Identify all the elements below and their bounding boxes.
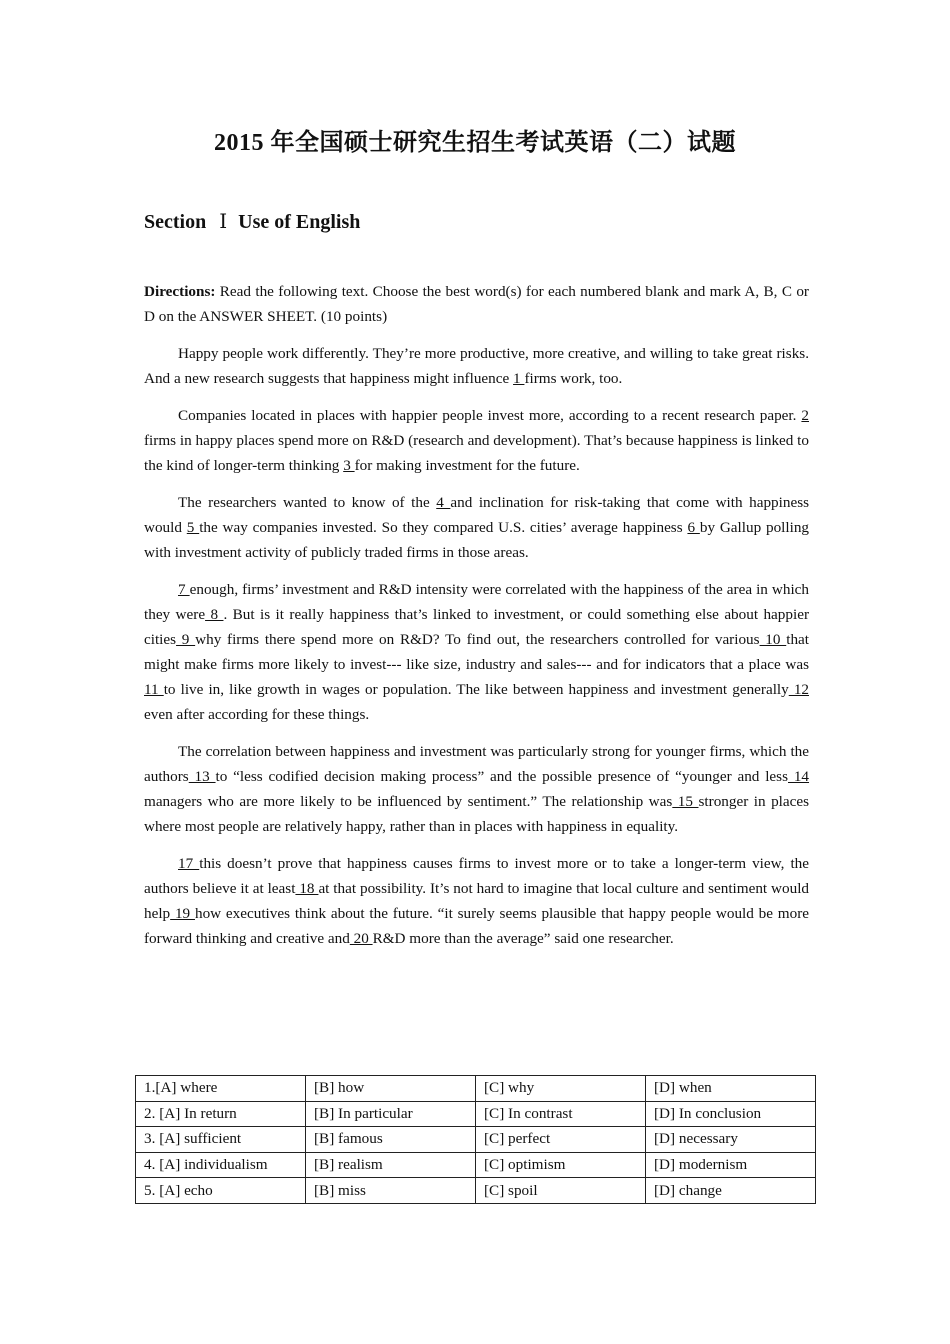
option-cell: [D] modernism <box>646 1152 816 1178</box>
paragraph-text: Happy people work differently. They’re more productive, more creative, and willing to take great risks. And a new research suggests that happiness might influence <box>144 345 809 387</box>
page-title: 2015 年全国硕士研究生招生考试英语（二）试题 <box>214 130 736 156</box>
option-cell: 3. [A] sufficient <box>136 1127 306 1153</box>
numbered-blank: 3 <box>343 457 355 474</box>
options-row <box>136 1178 816 1204</box>
paragraph-text: Companies located in places with happier people invest more, according to a recent research paper. <box>178 407 802 424</box>
numbered-blank: 5 <box>186 519 200 536</box>
numbered-blank: 9 <box>176 631 196 648</box>
option-cell: [B] realism <box>306 1152 476 1178</box>
paragraph-text: that might make firms more likely to invest--- like size, industry and sales--- and for indicators that a place was <box>144 631 810 673</box>
paragraph-text: . But is it really happiness that’s linked to investment, or could something else about happier cities <box>144 606 810 648</box>
directions <box>144 279 809 329</box>
paragraph-text: for making investment for the future. <box>354 457 580 474</box>
option-cell: [D] when <box>646 1076 816 1102</box>
section-numeral: Ⅰ <box>219 211 228 233</box>
option-cell: 2. [A] In return <box>136 1101 306 1127</box>
options-row <box>136 1101 816 1127</box>
paragraph-text: managers who are more likely to be influenced by sentiment.” The relationship was <box>144 793 673 810</box>
paragraph-text: to live in, like growth in wages or population. The like between happiness and investment generally <box>163 681 789 698</box>
paragraph-text: at that possibility. It’s not hard to imagine that local culture and sentiment would help <box>144 880 810 922</box>
numbered-blank: 4 <box>436 494 451 511</box>
option-cell: [C] In contrast <box>476 1101 646 1127</box>
passage-paragraph <box>144 739 809 839</box>
numbered-blank: 17 <box>178 855 200 872</box>
paragraph-text: enough, firms’ investment and R&D intensity were correlated with the happiness of the area in which they were <box>144 581 810 623</box>
option-cell: [B] miss <box>306 1178 476 1204</box>
numbered-blank: 20 <box>349 930 373 947</box>
numbered-blank: 14 <box>788 768 810 785</box>
numbered-blank: 19 <box>170 905 195 922</box>
passage-paragraph <box>144 577 809 727</box>
numbered-blank: 7 <box>178 581 190 598</box>
numbered-blank: 1 <box>513 370 525 387</box>
option-cell: [B] In particular <box>306 1101 476 1127</box>
option-cell: [C] perfect <box>476 1127 646 1153</box>
option-cell: [C] why <box>476 1076 646 1102</box>
options-table <box>135 1075 816 1204</box>
paragraph-text: by Gallup polling with investment activity of publicly traded firms in those areas. <box>144 519 810 561</box>
numbered-blank: 18 <box>295 880 319 897</box>
directions-text: Read the following text. Choose the best word(s) for each numbered blank and mark A, B, C or D on the ANSWER SHEET. (10 points) <box>144 283 809 325</box>
numbered-blank: 12 <box>788 681 809 698</box>
numbered-blank: 11 <box>144 681 164 698</box>
paragraph-text: even after according for these things. <box>144 706 370 723</box>
option-cell: [D] In conclusion <box>646 1101 816 1127</box>
passage <box>144 279 809 963</box>
paragraph-text: how executives think about the future. “it surely seems plausible that happy people would be more forward thinking and creative and <box>144 905 810 947</box>
numbered-blank: 8 <box>205 606 224 623</box>
passage-paragraph <box>144 403 809 478</box>
paragraph-text: firms in happy places spend more on R&D (research and development). That’s because happiness is linked to the kind of longer-term thinking <box>144 432 809 474</box>
numbered-blank: 2 <box>801 407 809 424</box>
section-heading <box>144 209 360 234</box>
passage-paragraph <box>144 341 809 391</box>
paragraph-text: the way companies invested. So they compared U.S. cities’ average happiness <box>199 519 688 536</box>
option-cell: [D] necessary <box>646 1127 816 1153</box>
option-cell: [D] change <box>646 1178 816 1204</box>
option-cell: 1.[A] where <box>136 1076 306 1102</box>
options-row <box>136 1127 816 1153</box>
numbered-blank: 10 <box>759 631 787 648</box>
paragraph-text: this doesn’t prove that happiness causes firms to invest more or to take a longer-term view, the authors believe it at least <box>144 855 809 897</box>
numbered-blank: 15 <box>672 793 699 810</box>
paragraph-text: to “less codified decision making process” and the possible presence of “younger and less <box>215 768 788 785</box>
section-name: Use of English <box>238 211 361 233</box>
passage-paragraphs <box>144 341 809 951</box>
paragraph-text: The correlation between happiness and investment was particularly strong for younger firms, which the authors <box>144 743 809 785</box>
paragraph-text: R&D more than the average” said one researcher. <box>372 930 674 947</box>
option-cell: [B] how <box>306 1076 476 1102</box>
option-cell: 4. [A] individualism <box>136 1152 306 1178</box>
numbered-blank: 13 <box>188 768 216 785</box>
paragraph-text: why firms there spend more on R&D? To find out, the researchers controlled for various <box>195 631 760 648</box>
option-cell: [C] optimism <box>476 1152 646 1178</box>
section-label: Section <box>144 211 207 233</box>
directions-label: Directions: <box>144 283 216 300</box>
option-cell: [C] spoil <box>476 1178 646 1204</box>
options-row <box>136 1076 816 1102</box>
options-row <box>136 1152 816 1178</box>
numbered-blank: 6 <box>687 519 700 536</box>
passage-paragraph <box>144 851 809 951</box>
option-cell: 5. [A] echo <box>136 1178 306 1204</box>
paragraph-text: The researchers wanted to know of the <box>178 494 437 511</box>
option-cell: [B] famous <box>306 1127 476 1153</box>
paragraph-text: stronger in places where most people are relatively happy, rather than in places with happiness in equality. <box>144 793 810 835</box>
passage-paragraph <box>144 490 809 565</box>
paragraph-text: firms work, too. <box>524 370 623 387</box>
paragraph-text: and inclination for risk-taking that come with happiness would <box>144 494 810 536</box>
